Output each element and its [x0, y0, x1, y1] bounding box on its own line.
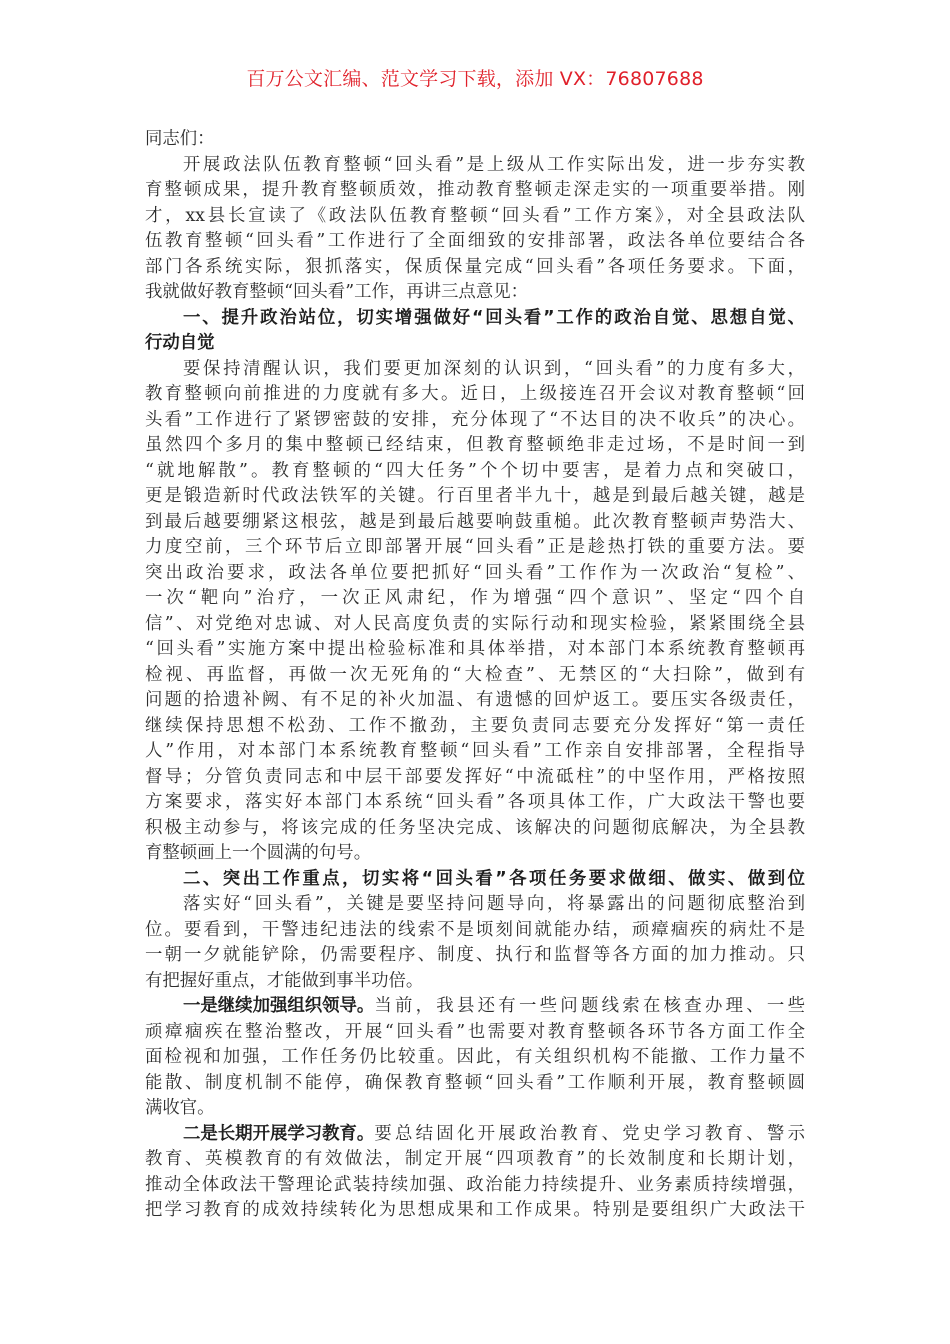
line-text: 到最后越要绷紧这根弦，越是到最后越要响鼓重槌。此次教育整顿声势浩大、 — [145, 511, 805, 532]
line-text: 问题的拾遗补阙、有不足的补火加温、有遗憾的回炉返工。要压实各级责任， — [145, 690, 805, 710]
paragraph-line — [145, 790, 805, 816]
paragraph-line — [145, 663, 805, 689]
line-text: 当前，我县还有一些问题线索在核查办理、一些 — [374, 996, 805, 1016]
paragraph-line — [145, 841, 805, 867]
paragraph-line — [145, 637, 805, 663]
paragraph-line — [145, 1198, 805, 1224]
line-text: 落实好“回头看”，关键是要坚持问题导向，将暴露出的问题彻底整治到 — [183, 894, 805, 914]
paragraph-line — [145, 969, 805, 995]
paragraph-line — [145, 561, 805, 587]
line-text: 头看”工作进行了紧锣密鼓的安排，充分体现了“不达目的决不收兵”的决心。 — [145, 409, 805, 430]
section-heading-line — [145, 306, 805, 332]
paragraph-line — [145, 204, 805, 230]
line-text: 要保持清醒认识，我们要更加深刻的认识到，“回头看”的力度有多大， — [183, 358, 805, 379]
paragraph-line — [145, 255, 805, 281]
document-body — [145, 127, 805, 1224]
paragraph-line — [145, 382, 805, 408]
line-text: 检视、再监督，再做一次无死角的“大检查”、无禁区的“大扫除”，做到有 — [145, 664, 805, 685]
line-text: 我就做好教育整顿“回头看”工作，再讲三点意见： — [145, 282, 528, 302]
paragraph-line — [145, 918, 805, 944]
line-text: “回头看”实施方案中提出检验标准和具体举措，对本部门本系统教育整顿再 — [145, 639, 805, 659]
paragraph-line — [145, 586, 805, 612]
line-text: 开展政法队伍教育整顿“回头看”是上级从工作实际出发，进一步夯实教 — [183, 154, 805, 175]
paragraph-line — [145, 892, 805, 918]
paragraph-line — [145, 688, 805, 714]
paragraph-line — [145, 357, 805, 383]
line-text: 一、提升政治站位，切实增强做好“回头看”工作的政治自觉、思想自觉、 — [183, 307, 805, 328]
line-text: 伍教育整顿“回头看”工作进行了全面细致的安排部署，政法各单位要结合各 — [145, 231, 805, 251]
line-text: 更是锻造新时代政法铁军的关键。行百里者半九十，越是到最后越关键，越是 — [145, 486, 805, 506]
line-text: 一朝一夕就能铲除，仍需要程序、制度、执行和监督等各方面的加力推动。只 — [145, 945, 805, 965]
paragraph-line — [145, 1020, 805, 1046]
line-text: “就地解散”。教育整顿的“四大任务”个个切中要害，是着力点和突破口， — [145, 460, 805, 481]
paragraph-line — [145, 1071, 805, 1097]
paragraph-line — [145, 459, 805, 485]
point-lead: 二是长期开展学习教育。 — [183, 1123, 375, 1144]
line-text: 才，xx县长宣读了《政法队伍教育整顿“回头看”工作方案》，对全县政法队 — [145, 205, 805, 226]
paragraph-line — [145, 433, 805, 459]
section-heading-line — [145, 867, 805, 893]
line-text: 二、突出工作重点，切实将“回头看”各项任务要求做细、做实、做到位 — [183, 868, 805, 889]
line-text: 一次“靶向”治疗，一次正风肃纪，作为增强“四个意识”、坚定“四个自 — [145, 588, 805, 608]
paragraph-line — [145, 994, 805, 1020]
paragraph-line — [145, 280, 805, 306]
line-text: 育整顿画上一个圆满的句号。 — [145, 843, 372, 863]
line-text: 有把握好重点，才能做到事半功倍。 — [145, 970, 424, 991]
line-text: 人”作用，对本部门本系统教育整顿“回头看”工作亲自安排部署，全程指导 — [145, 741, 805, 761]
paragraph-line — [145, 1173, 805, 1199]
line-text: 把学习教育的成效持续转化为思想成果和工作成果。特别是要组织广大政法干 — [145, 1200, 805, 1220]
line-text: 行动自觉 — [145, 333, 215, 353]
line-text: 满收官。 — [145, 1098, 215, 1118]
paragraph-line — [145, 153, 805, 179]
line-text: 突出政治要求，政法各单位要把抓好“回头看”工作作为一次政治“复检”、 — [145, 562, 805, 583]
line-text: 方案要求，落实好本部门本系统“回头看”各项具体工作，广大政法干警也要 — [145, 792, 805, 812]
section-heading-line — [145, 331, 805, 357]
promo-banner-text: 百万公文汇编、范文学习下载，添加 VX：76807688 — [246, 68, 704, 90]
salutation: 同志们： — [145, 129, 215, 149]
line-text: 面检视和加强，工作任务仍比较重。因此，有关组织机构不能撤、工作力量不 — [145, 1047, 805, 1067]
paragraph-line — [145, 178, 805, 204]
line-text: 推动全体政法干警理论武装持续加强、政治能力持续提升、业务素质持续增强， — [145, 1174, 805, 1195]
paragraph-line — [145, 816, 805, 842]
paragraph-line — [145, 535, 805, 561]
paragraph-line — [145, 1096, 805, 1122]
line-text: 督导；分管负责同志和中层干部要发挥好“中流砥柱”的中坚作用，严格按照 — [145, 766, 805, 787]
line-text: 能散、制度机制不能停，确保教育整顿“回头看”工作顺利开展，教育整顿圆 — [145, 1072, 805, 1093]
line-text: 部门各系统实际，狠抓落实，保质保量完成“回头看”各项任务要求。下面， — [145, 256, 805, 277]
line-text: 继续保持思想不松劲、工作不撤劲，主要负责同志要充分发挥好“第一责任 — [145, 715, 805, 736]
paragraph-line — [145, 943, 805, 969]
line-text: 教育、英模教育的有效做法，制定开展“四项教育”的长效制度和长期计划， — [145, 1149, 805, 1169]
line-text: 教育整顿向前推进的力度就有多大。近日，上级接连召开会议对教育整顿“回 — [145, 384, 805, 404]
paragraph-line — [145, 612, 805, 638]
paragraph-line — [145, 765, 805, 791]
paragraph-line — [145, 714, 805, 740]
paragraph-line — [145, 1122, 805, 1148]
line-text: 顽瘴痼疾在整治整改，开展“回头看”也需要对教育整顿各环节各方面工作全 — [145, 1021, 805, 1042]
line-text: 虽然四个多月的集中整顿已经结束，但教育整顿绝非走过场，不是时间一到 — [145, 435, 805, 455]
paragraph-line — [145, 510, 805, 536]
paragraph-line — [145, 1147, 805, 1173]
promo-banner — [0, 66, 950, 92]
paragraph-line — [145, 484, 805, 510]
line-text: 力度空前，三个环节后立即部署开展“回头看”正是趁热打铁的重要方法。要 — [145, 537, 805, 557]
line-text: 育整顿成果，提升教育整顿质效，推动教育整顿走深走实的一项重要举措。刚 — [145, 180, 805, 200]
paragraph-line — [145, 408, 805, 434]
paragraph-line — [145, 229, 805, 255]
paragraph-line — [145, 1045, 805, 1071]
line-text: 位。要看到，干警违纪违法的线索不是顷刻间就能办结，顽瘴痼疾的病灶不是 — [145, 919, 805, 940]
paragraph-line — [145, 739, 805, 765]
line-text: 积极主动参与，将该完成的任务坚决完成、该解决的问题彻底解决，为全县教 — [145, 817, 805, 838]
line-text: 信”、对党绝对忠诚、对人民高度负责的实际行动和现实检验，紧紧围绕全县 — [145, 613, 805, 634]
point-lead: 一是继续加强组织领导。 — [183, 996, 375, 1016]
line-text: 要总结固化开展政治教育、党史学习教育、警示 — [374, 1123, 805, 1144]
